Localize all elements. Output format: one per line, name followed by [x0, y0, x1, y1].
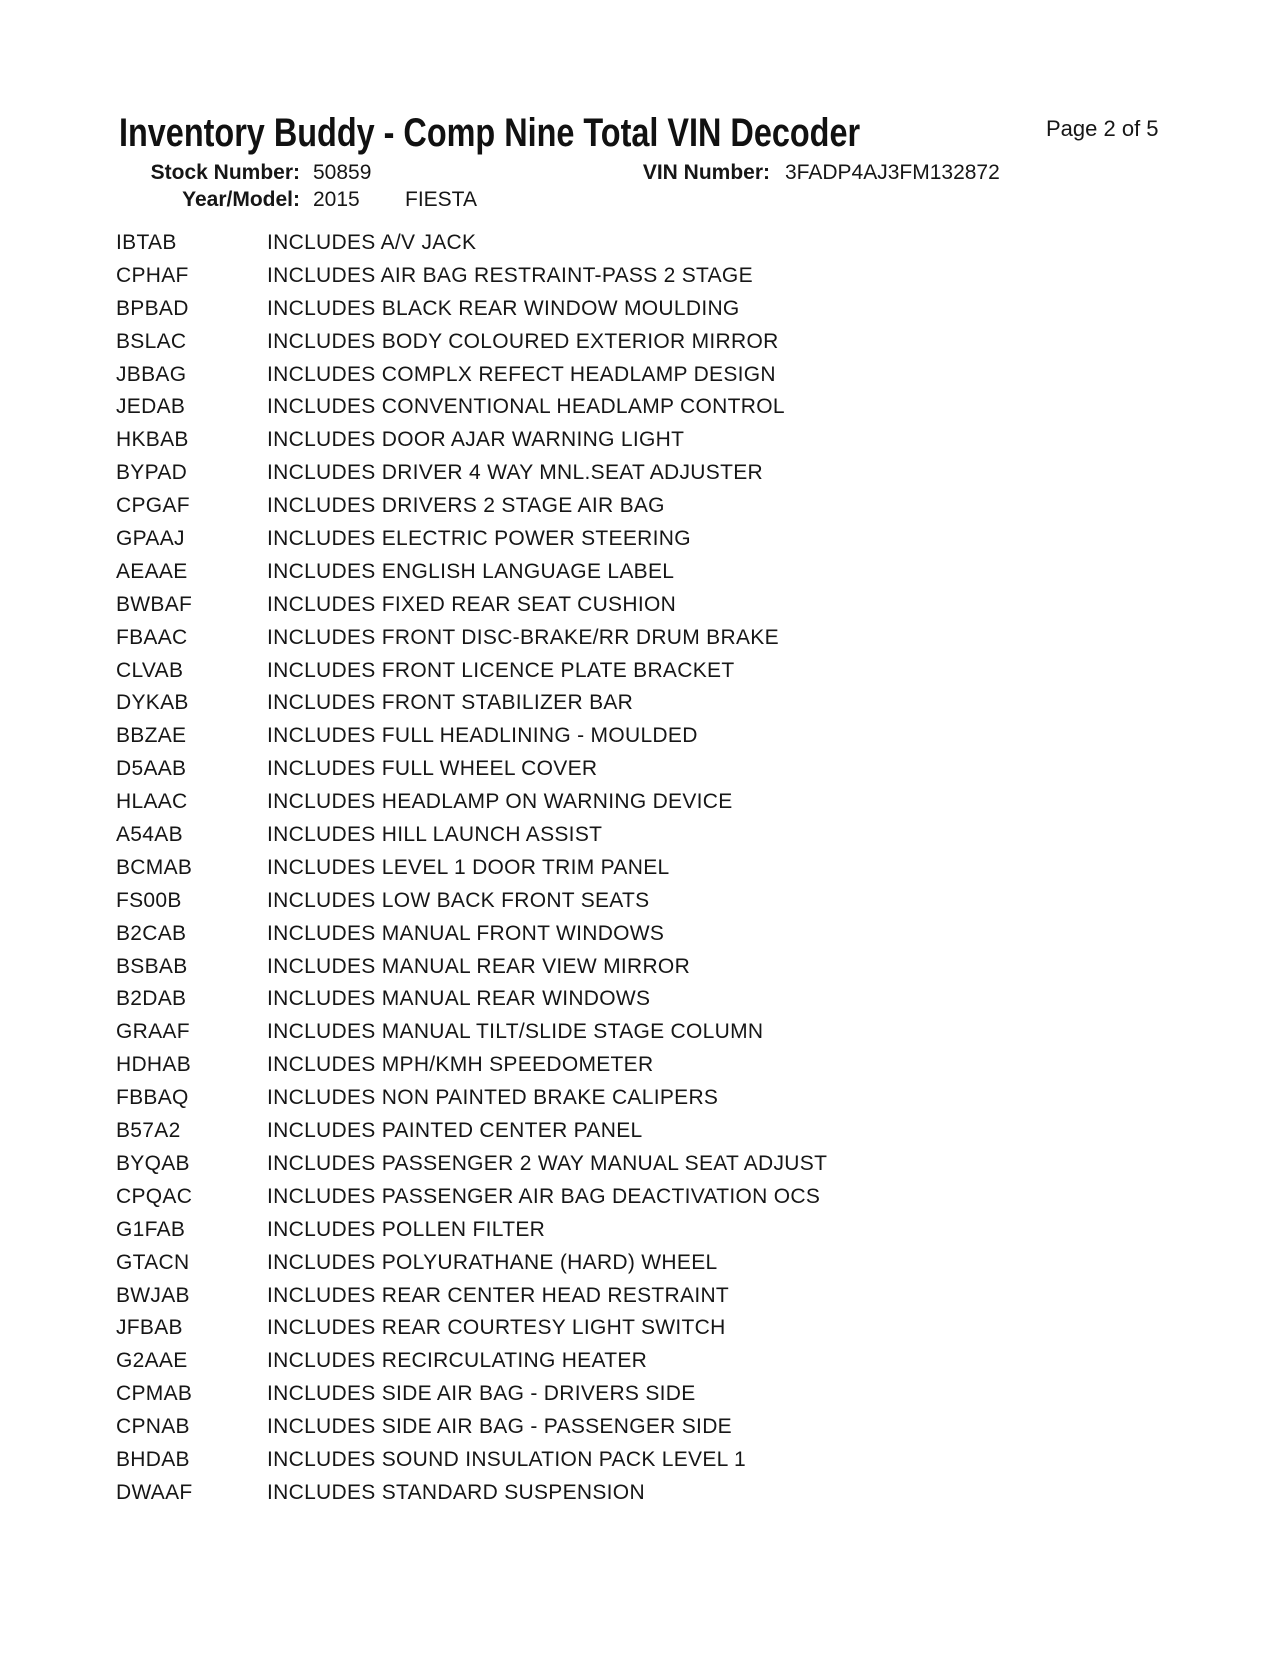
option-description: INCLUDES MANUAL TILT/SLIDE STAGE COLUMN — [267, 1020, 764, 1044]
option-description: INCLUDES ELECTRIC POWER STEERING — [267, 527, 691, 551]
option-description: INCLUDES LOW BACK FRONT SEATS — [267, 888, 650, 912]
option-description: INCLUDES REAR CENTER HEAD RESTRAINT — [267, 1283, 730, 1307]
option-description: INCLUDES FULL WHEEL COVER — [267, 757, 598, 781]
option-code: D5AAB — [116, 757, 187, 781]
option-description: INCLUDES SOUND INSULATION PACK LEVEL 1 — [267, 1447, 746, 1471]
option-code: G2AAE — [116, 1349, 188, 1373]
stock-number-label: Stock Number: — [150, 161, 300, 184]
page-title: Inventory Buddy - Comp Nine Total VIN Decoder — [119, 111, 861, 155]
options-list — [116, 227, 827, 1510]
option-code: IBTAB — [116, 231, 177, 254]
option-code: DYKAB — [116, 691, 189, 715]
year-model-label: Year/Model: — [182, 188, 300, 211]
option-description: INCLUDES HEADLAMP ON WARNING DEVICE — [267, 790, 733, 814]
list-item — [116, 1148, 827, 1181]
option-description: INCLUDES FRONT STABILIZER BAR — [267, 691, 634, 715]
list-item — [116, 819, 827, 852]
list-item — [116, 1312, 827, 1345]
option-code: CPHAF — [116, 263, 189, 287]
list-item — [116, 786, 827, 819]
option-description: INCLUDES FIXED REAR SEAT CUSHION — [267, 592, 677, 616]
list-item — [116, 293, 827, 326]
option-code: JEDAB — [116, 395, 186, 419]
list-item — [116, 523, 827, 556]
option-description: INCLUDES LEVEL 1 DOOR TRIM PANEL — [267, 855, 670, 879]
option-code: BWBAF — [116, 592, 193, 616]
option-code: JBBAG — [116, 362, 187, 386]
list-item — [116, 852, 827, 885]
option-description: INCLUDES PAINTED CENTER PANEL — [267, 1119, 643, 1143]
option-description: INCLUDES PASSENGER 2 WAY MANUAL SEAT ADJUST — [267, 1151, 828, 1175]
option-code: AEAAE — [116, 559, 188, 583]
list-item — [116, 457, 827, 490]
list-item — [116, 490, 827, 523]
list-item — [116, 951, 827, 984]
option-description: INCLUDES BLACK REAR WINDOW MOULDING — [267, 296, 740, 320]
list-item — [116, 885, 827, 918]
option-description: INCLUDES STANDARD SUSPENSION — [267, 1480, 645, 1504]
option-code: B2DAB — [116, 987, 187, 1011]
list-item — [116, 260, 827, 293]
option-description: INCLUDES RECIRCULATING HEATER — [267, 1349, 648, 1373]
list-item — [116, 1378, 827, 1411]
list-item — [116, 753, 827, 786]
option-description: INCLUDES AIR BAG RESTRAINT-PASS 2 STAGE — [267, 263, 753, 287]
option-code: BPBAD — [116, 296, 189, 320]
list-item — [116, 1016, 827, 1049]
vin-number-value: 3FADP4AJ3FM132872 — [785, 161, 1000, 184]
option-description: INCLUDES DRIVERS 2 STAGE AIR BAG — [267, 494, 665, 518]
option-code: GTACN — [116, 1250, 190, 1274]
option-description: INCLUDES PASSENGER AIR BAG DEACTIVATION OCS — [267, 1184, 821, 1208]
option-code: GPAAJ — [116, 527, 185, 551]
option-description: INCLUDES A/V JACK — [267, 231, 477, 254]
list-item — [116, 655, 827, 688]
year-value: 2015 — [313, 188, 360, 211]
option-code: A54AB — [116, 823, 183, 847]
list-item — [116, 1280, 827, 1313]
option-description: INCLUDES MANUAL FRONT WINDOWS — [267, 921, 665, 945]
option-description: INCLUDES CONVENTIONAL HEADLAMP CONTROL — [267, 395, 785, 419]
option-code: CPQAC — [116, 1184, 193, 1208]
option-code: HDHAB — [116, 1053, 192, 1077]
list-item — [116, 424, 827, 457]
list-item — [116, 359, 827, 392]
option-description: INCLUDES MANUAL REAR VIEW MIRROR — [267, 954, 691, 978]
option-description: INCLUDES SIDE AIR BAG - PASSENGER SIDE — [267, 1415, 732, 1439]
option-description: INCLUDES REAR COURTESY LIGHT SWITCH — [267, 1316, 726, 1340]
option-code: BHDAB — [116, 1447, 190, 1471]
option-code: HLAAC — [116, 790, 188, 814]
list-item — [116, 1115, 827, 1148]
option-code: CPGAF — [116, 494, 190, 518]
option-code: BSLAC — [116, 329, 187, 353]
page-number: Page 2 of 5 — [1046, 116, 1159, 141]
list-item — [116, 1477, 827, 1510]
option-code: BWJAB — [116, 1283, 190, 1307]
list-item — [116, 1411, 827, 1444]
option-code: BBZAE — [116, 724, 187, 748]
option-code: JFBAB — [116, 1316, 183, 1340]
stock-number-value: 50859 — [313, 161, 372, 184]
option-code: FBBAQ — [116, 1086, 189, 1110]
option-description: INCLUDES POLYURATHANE (HARD) WHEEL — [267, 1250, 718, 1274]
list-item — [116, 1181, 827, 1214]
option-code: BYQAB — [116, 1151, 190, 1175]
option-code: CLVAB — [116, 658, 184, 682]
option-description: INCLUDES POLLEN FILTER — [267, 1217, 546, 1241]
option-description: INCLUDES MANUAL REAR WINDOWS — [267, 987, 651, 1011]
option-description: INCLUDES ENGLISH LANGUAGE LABEL — [267, 559, 675, 583]
list-item — [116, 1247, 827, 1280]
vin-number-label: VIN Number: — [642, 161, 770, 184]
option-description: INCLUDES HILL LAUNCH ASSIST — [267, 823, 603, 847]
option-description: INCLUDES NON PAINTED BRAKE CALIPERS — [267, 1086, 719, 1110]
option-description: INCLUDES FULL HEADLINING - MOULDED — [267, 724, 698, 748]
option-code: CPMAB — [116, 1382, 193, 1406]
list-item — [116, 1214, 827, 1247]
option-description: INCLUDES SIDE AIR BAG - DRIVERS SIDE — [267, 1382, 696, 1406]
list-item — [116, 326, 827, 359]
option-code: DWAAF — [116, 1480, 193, 1504]
list-item — [116, 1049, 827, 1082]
option-description: INCLUDES FRONT LICENCE PLATE BRACKET — [267, 658, 735, 682]
option-description: INCLUDES BODY COLOURED EXTERIOR MIRROR — [267, 329, 779, 353]
option-code: BYPAD — [116, 461, 188, 485]
list-item — [116, 983, 827, 1016]
list-item — [116, 1345, 827, 1378]
list-item — [116, 622, 827, 655]
list-item — [116, 391, 827, 424]
option-description: INCLUDES DRIVER 4 WAY MNL.SEAT ADJUSTER — [267, 461, 763, 485]
option-code: BCMAB — [116, 855, 193, 879]
option-code: B2CAB — [116, 921, 187, 945]
list-item — [116, 918, 827, 951]
option-description: INCLUDES DOOR AJAR WARNING LIGHT — [267, 428, 685, 452]
option-description: INCLUDES MPH/KMH SPEEDOMETER — [267, 1053, 654, 1077]
option-code: B57A2 — [116, 1119, 181, 1143]
model-value: FIESTA — [405, 188, 477, 211]
list-item — [116, 227, 827, 260]
option-code: BSBAB — [116, 954, 188, 978]
option-code: FBAAC — [116, 625, 188, 649]
list-item — [116, 556, 827, 589]
option-description: INCLUDES FRONT DISC-BRAKE/RR DRUM BRAKE — [267, 625, 779, 649]
option-code: CPNAB — [116, 1415, 190, 1439]
list-item — [116, 1444, 827, 1477]
list-item — [116, 720, 827, 753]
option-description: INCLUDES COMPLX REFECT HEADLAMP DESIGN — [267, 362, 776, 386]
option-code: FS00B — [116, 888, 182, 912]
option-code: GRAAF — [116, 1020, 190, 1044]
option-code: HKBAB — [116, 428, 189, 452]
option-code: G1FAB — [116, 1217, 186, 1241]
list-item — [116, 687, 827, 720]
list-item — [116, 589, 827, 622]
list-item — [116, 1082, 827, 1115]
